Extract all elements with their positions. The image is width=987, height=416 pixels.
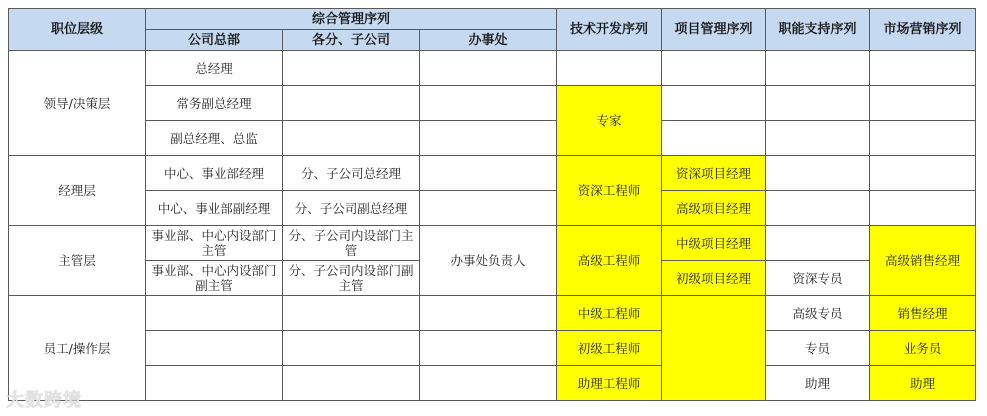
cell-tech-high-engineer: 高级工程师: [557, 226, 662, 296]
watermark-logo: 大数跨境: [6, 390, 82, 411]
cell-empty: [283, 331, 420, 366]
header-level: 职位层级: [9, 9, 146, 51]
cell-hq-center-manager: 中心、事业部经理: [146, 156, 283, 191]
cell-mk-manager: 销售经理: [870, 296, 976, 331]
cell-empty: [766, 86, 870, 121]
cell-empty: [146, 366, 283, 401]
cell-empty: [146, 296, 283, 331]
cell-hq-vp-director: 副总经理、总监: [146, 121, 283, 156]
position-level-table: [8, 8, 976, 401]
cell-empty: [420, 121, 557, 156]
header-project: 项目管理序列: [662, 9, 766, 51]
cell-empty: [420, 191, 557, 226]
header-tech: 技术开发序列: [557, 9, 662, 51]
cell-pm-high: 高级项目经理: [662, 191, 766, 226]
cell-empty: [766, 51, 870, 86]
level-staff: 员工/操作层: [9, 296, 146, 401]
cell-hq-exec-vp: 常务副总经理: [146, 86, 283, 121]
cell-tech-assistant-engineer: 助理工程师: [557, 366, 662, 401]
cell-empty: [283, 86, 420, 121]
cell-pm-junior: 初级项目经理: [662, 261, 766, 296]
cell-empty: [662, 51, 766, 86]
cell-empty: [420, 51, 557, 86]
cell-empty: [662, 86, 766, 121]
cell-empty: [420, 296, 557, 331]
cell-pm-empty-highlight: [662, 296, 766, 401]
cell-mk-high-manager: 高级销售经理: [870, 226, 976, 296]
cell-branch-deputy-gm: 分、子公司副总经理: [283, 191, 420, 226]
cell-hq-dept-supervisor: 事业部、中心内设部门主管: [146, 226, 283, 261]
header-branch: 各分、子公司: [283, 30, 420, 51]
header-marketing: 市场营销序列: [870, 9, 976, 51]
cell-empty: [662, 121, 766, 156]
cell-hq-general-manager: 总经理: [146, 51, 283, 86]
cell-pm-senior: 资深项目经理: [662, 156, 766, 191]
cell-empty: [420, 86, 557, 121]
cell-empty: [420, 331, 557, 366]
cell-empty: [870, 51, 976, 86]
header-support: 职能支持序列: [766, 9, 870, 51]
cell-hq-dept-deputy: 事业部、中心内设部门副主管: [146, 261, 283, 296]
cell-branch-gm: 分、子公司总经理: [283, 156, 420, 191]
cell-empty: [420, 366, 557, 401]
cell-empty: [557, 51, 662, 86]
cell-empty: [283, 51, 420, 86]
header-hq: 公司总部: [146, 30, 283, 51]
cell-branch-dept-supervisor: 分、子公司内设部门主管: [283, 226, 420, 261]
cell-empty: [766, 121, 870, 156]
header-mgmt-group: 综合管理序列: [146, 9, 557, 30]
cell-empty: [420, 156, 557, 191]
level-supervisor: 主管层: [9, 226, 146, 296]
cell-tech-junior-engineer: 初级工程师: [557, 331, 662, 366]
cell-tech-mid-engineer: 中级工程师: [557, 296, 662, 331]
header-office: 办事处: [420, 30, 557, 51]
cell-empty: [766, 226, 870, 261]
cell-hq-center-deputy: 中心、事业部副经理: [146, 191, 283, 226]
cell-mk-assistant: 助理: [870, 366, 976, 401]
level-leader: 领导/决策层: [9, 51, 146, 156]
cell-mk-sales: 业务员: [870, 331, 976, 366]
cell-sup-high: 高级专员: [766, 296, 870, 331]
cell-empty: [870, 86, 976, 121]
cell-empty: [766, 156, 870, 191]
level-manager: 经理层: [9, 156, 146, 226]
cell-empty: [283, 296, 420, 331]
cell-empty: [283, 366, 420, 401]
cell-empty: [146, 331, 283, 366]
cell-branch-dept-deputy: 分、子公司内设部门副主管: [283, 261, 420, 296]
cell-sup-senior: 资深专员: [766, 261, 870, 296]
cell-empty: [870, 191, 976, 226]
cell-sup-staff: 专员: [766, 331, 870, 366]
cell-tech-expert: 专家: [557, 86, 662, 156]
cell-tech-senior-engineer: 资深工程师: [557, 156, 662, 226]
cell-empty: [870, 121, 976, 156]
cell-office-head: 办事处负责人: [420, 226, 557, 296]
cell-empty: [283, 121, 420, 156]
cell-sup-assistant: 助理: [766, 366, 870, 401]
cell-empty: [870, 156, 976, 191]
cell-pm-mid: 中级项目经理: [662, 226, 766, 261]
cell-empty: [766, 191, 870, 226]
